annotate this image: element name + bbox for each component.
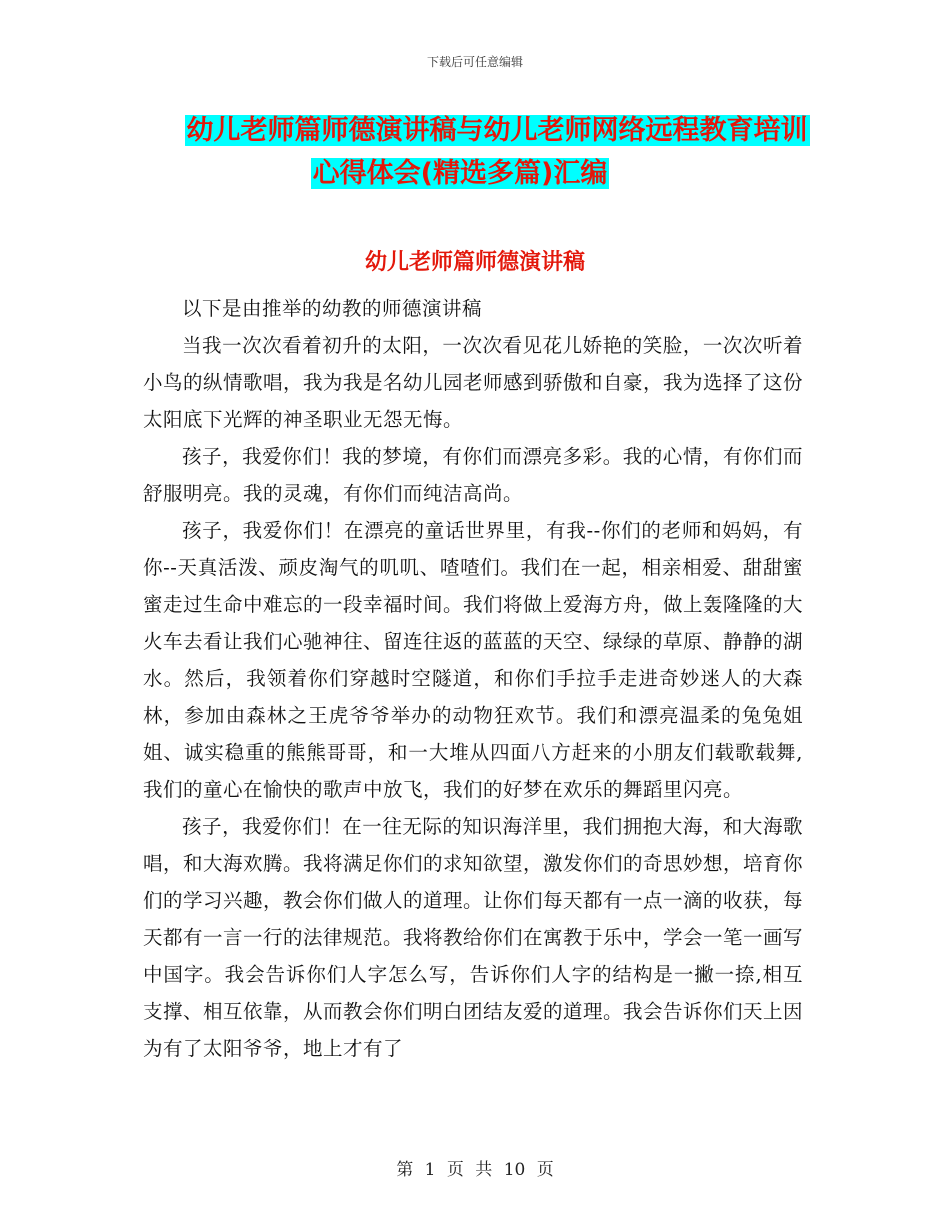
body-paragraph: 孩子，我爱你们！在一往无际的知识海洋里，我们拥抱大海，和大海歌唱，和大海欢腾。我将满足你们的求知欲望，激发你们的奇思妙想，培育你们的学习兴趣，教会你们做人的道理。让你们每天都有一点一滴的收获，每天都有一言一行的法律规范。我将教给你们在寓教于乐中，学会一笔一画写中国字。我会告诉你们人字怎么写，告诉你们人字的结构是一撇一捺,相互支撑、相互依靠，从而教会你们明白团结友爱的道理。我会告诉你们天上因为有了太阳爷爷，地上才有了 [143, 815, 804, 1060]
body-paragraph: 以下是由推举的幼教的师德演讲稿 [182, 297, 483, 320]
body-paragraph: 当我一次次看着初升的太阳，一次次看见花儿娇艳的笑脸，一次次听着小鸟的纵情歌唱，我为我是名幼儿园老师感到骄傲和自豪，我为选择了这份太阳底下光辉的神圣职业无怨无悔。 [143, 334, 804, 431]
document-title-line-2 [0, 154, 935, 194]
document-title-text-2: 心得体会(精选多篇)汇编 [312, 158, 608, 189]
page-header-note: 下载后可任意编辑 [426, 55, 523, 69]
body-text [143, 290, 803, 1067]
document-title-line-1 [22, 111, 950, 151]
page-number-footer: 第 1 页 共 10 页 [396, 1160, 554, 1180]
body-paragraph: 孩子，我爱你们！我的梦境，有你们而漂亮多彩。我的心情，有你们而舒服明亮。我的灵魂，有你们而纯洁高尚。 [143, 445, 803, 505]
body-paragraph: 孩子，我爱你们！在漂亮的童话世界里，有我--你们的老师和妈妈，有你--天真活泼、顽皮淘气的叽叽、喳喳们。我们在一起，相亲相爱、甜甜蜜蜜走过生命中难忘的一段幸福时间。我们将做上爱海方舟，做上轰隆隆的大火车去看让我们心驰神往、留连往返的蓝蓝的天空、绿绿的草原、静静的湖水。然后，我领着你们穿越时空隧道，和你们手拉手走进奇妙迷人的大森林，参加由森林之王虎爷爷举办的动物狂欢节。我们和漂亮温柔的兔兔姐姐、诚实稳重的熊熊哥哥，和一大堆从四面八方赶来的小朋友们载歌载舞,我们的童心在愉快的歌声中放飞，我们的好梦在欢乐的舞蹈里闪亮。 [143, 519, 804, 801]
document-title-text-1: 幼儿老师篇师德演讲稿与幼儿老师网络远程教育培训 [186, 115, 808, 146]
section-heading: 幼儿老师篇师德演讲稿 [364, 250, 585, 275]
